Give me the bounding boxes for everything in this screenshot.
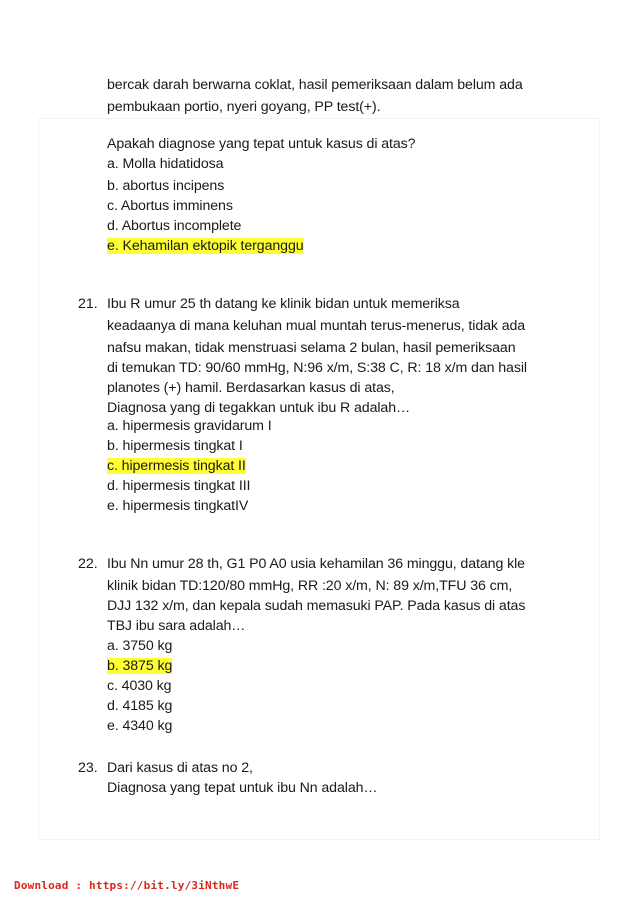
q22-option-d: d. 4185 kg xyxy=(107,698,173,714)
q21-line: planotes (+) hamil. Berdasarkan kasus di atas, xyxy=(107,380,395,396)
q21-option-c-answer: c. hipermesis tingkat II xyxy=(107,458,246,474)
q21-option-a: a. hipermesis gravidarum I xyxy=(107,418,272,434)
q23-number: 23. xyxy=(78,760,98,776)
q22-option-c: c. 4030 kg xyxy=(107,678,172,694)
q21-option-e: e. hipermesis tingkatIV xyxy=(107,498,249,514)
q21-line: nafsu makan, tidak menstruasi selama 2 bulan, hasil pemeriksaan xyxy=(107,340,516,356)
intro-line: bercak darah berwarna coklat, hasil pemeriksaan dalam belum ada xyxy=(107,77,523,93)
q22-option-b-answer: b. 3875 kg xyxy=(107,658,173,674)
q22-line: Ibu Nn umur 28 th, G1 P0 A0 usia kehamilan 36 minggu, datang kle xyxy=(107,556,525,572)
q21-option-b: b. hipermesis tingkat I xyxy=(107,438,243,454)
q21-line: di temukan TD: 90/60 mmHg, N:96 x/m, S:38 C, R: 18 x/m dan hasil xyxy=(107,360,527,376)
q22-line: DJJ 132 x/m, dan kepala sudah memasuki PAP. Pada kasus di atas xyxy=(107,598,526,614)
intro-option-c: c. Abortus imminens xyxy=(107,198,233,214)
intro-option-a: a. Molla hidatidosa xyxy=(107,156,224,172)
q22-line: klinik bidan TD:120/80 mmHg, RR :20 x/m, N: 89 x/m,TFU 36 cm, xyxy=(107,578,513,594)
intro-option-b: b. abortus incipens xyxy=(107,178,225,194)
q21-line: Diagnosa yang di tegakkan untuk ibu R adalah… xyxy=(107,400,411,416)
q21-line: keadaanya di mana keluhan mual muntah terus-menerus, tidak ada xyxy=(107,318,526,334)
q21-line: Ibu R umur 25 th datang ke klinik bidan untuk memeriksa xyxy=(107,296,460,312)
intro-question: Apakah diagnose yang tepat untuk kasus di atas? xyxy=(107,136,416,152)
download-link[interactable]: Download : https://bit.ly/3iNthwE xyxy=(14,879,240,892)
q23-line: Diagnosa yang tepat untuk ibu Nn adalah… xyxy=(107,780,378,796)
q23-line: Dari kasus di atas no 2, xyxy=(107,760,253,776)
q22-line: TBJ ibu sara adalah… xyxy=(107,618,246,634)
intro-option-e-answer: e. Kehamilan ektopik terganggu xyxy=(107,238,304,254)
q21-option-d: d. hipermesis tingkat III xyxy=(107,478,251,494)
intro-option-d: d. Abortus incomplete xyxy=(107,218,242,234)
intro-line: pembukaan portio, nyeri goyang, PP test(+). xyxy=(107,99,381,115)
q22-number: 22. xyxy=(78,556,98,572)
q22-option-e: e. 4340 kg xyxy=(107,718,173,734)
q21-number: 21. xyxy=(78,296,98,312)
q22-option-a: a. 3750 kg xyxy=(107,638,173,654)
